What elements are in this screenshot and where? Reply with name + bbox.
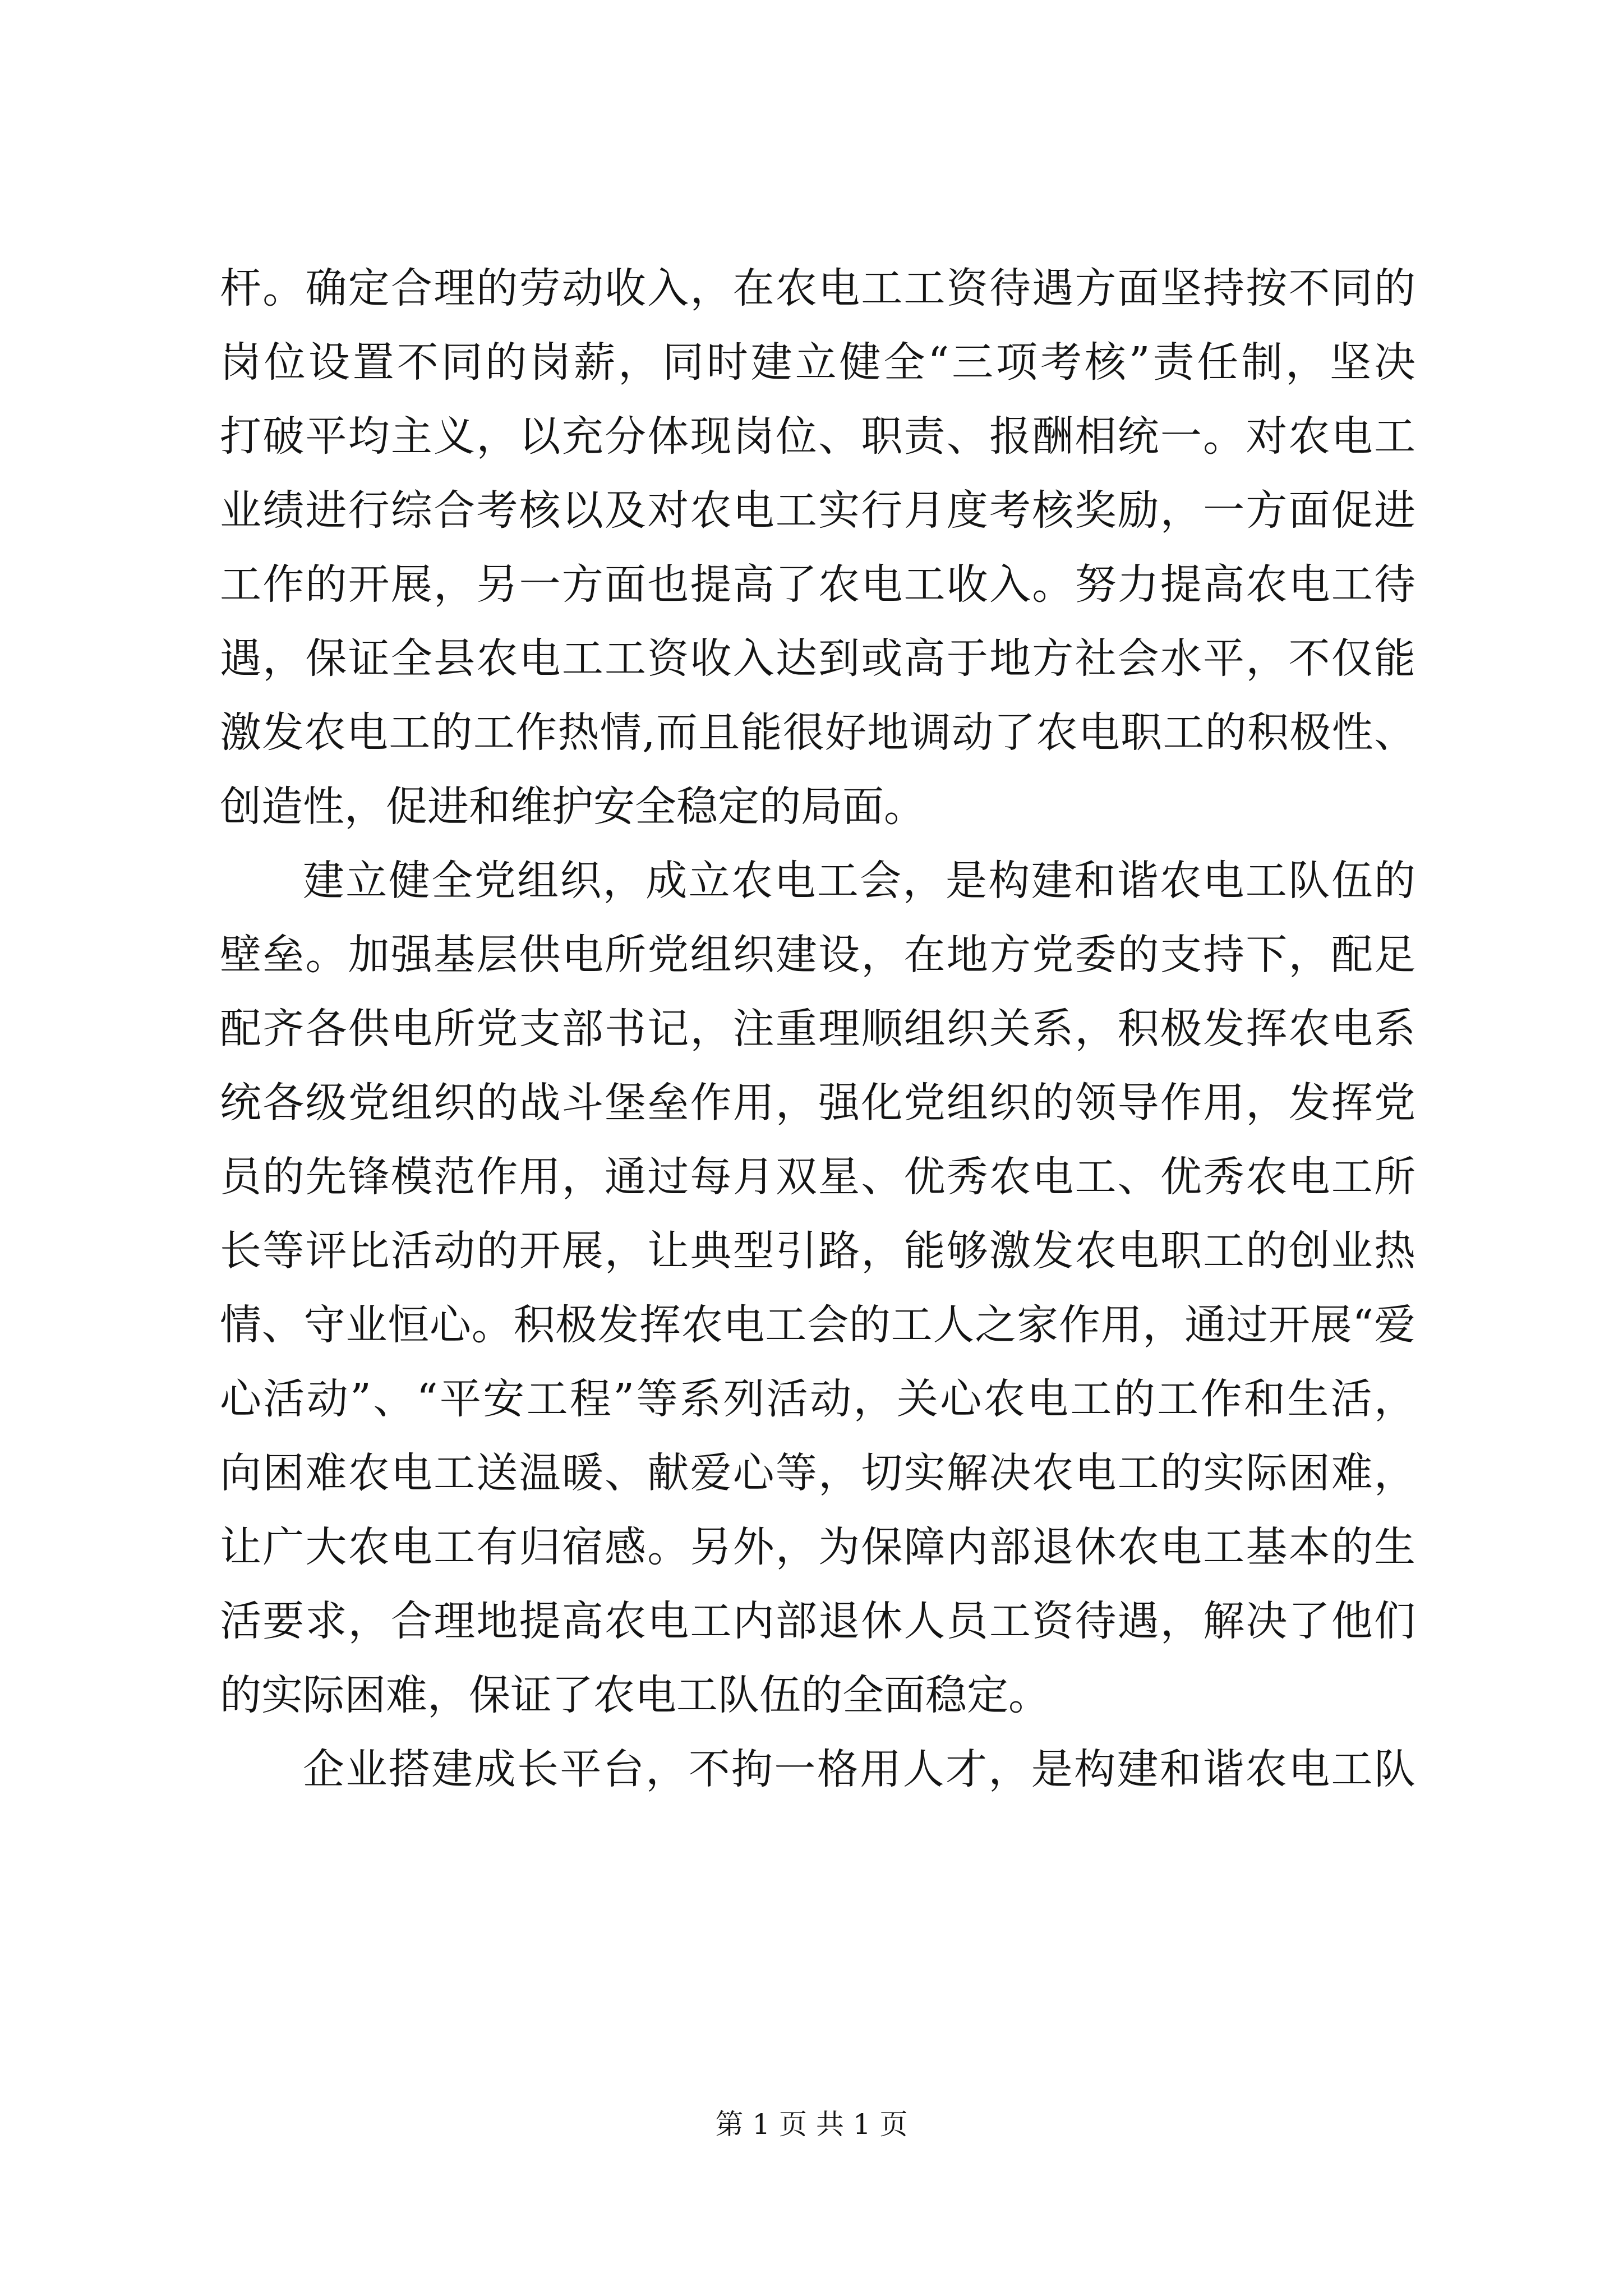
text-line: 业绩进行综合考核以及对农电工实行月度考核奖励，一方面促进 [220, 486, 1415, 535]
paragraph-3 [220, 1732, 1415, 1806]
text-line: 向困难农电工送温暖、献爱心等，切实解决农电工的实际困难， [220, 1449, 1415, 1497]
document-body [220, 251, 1415, 1806]
text-line: 统各级党组织的战斗堡垒作用，强化党组织的领导作用，发挥党 [220, 1079, 1415, 1127]
text-line: 创造性，促进和维护安全稳定的局面。 [220, 783, 925, 831]
text-line: 企业搭建成长平台，不拘一格用人才，是构建和谐农电工队 [303, 1745, 1415, 1793]
text-line: 遇，保证全县农电工工资收入达到或高于地方社会水平，不仅能 [220, 634, 1415, 683]
text-line: 岗位设置不同的岗薪，同时建立健全“三项考核”责任制，坚决 [220, 338, 1415, 386]
text-line: 工作的开展，另一方面也提高了农电工收入。努力提高农电工待 [220, 560, 1415, 609]
page-number-footer: 第 1 页 共 1 页 [715, 2108, 908, 2141]
text-line: 壁垒。加强基层供电所党组织建设，在地方党委的支持下，配足 [220, 931, 1415, 979]
text-line: 建立健全党组织，成立农电工会，是构建和谐农电工队伍的 [303, 857, 1415, 905]
text-line: 杆。确定合理的劳动收入，在农电工工资待遇方面坚持按不同的 [220, 264, 1415, 312]
text-line: 心活动”、“平安工程”等系列活动，关心农电工的工作和生活， [220, 1375, 1415, 1423]
text-line: 配齐各供电所党支部书记，注重理顺组织关系，积极发挥农电系 [220, 1005, 1415, 1053]
text-line: 活要求，合理地提高农电工内部退休人员工资待遇，解决了他们 [220, 1597, 1415, 1645]
text-line: 的实际困难，保证了农电工队伍的全面稳定。 [220, 1671, 1050, 1719]
text-line: 激发农电工的工作热情,而且能很好地调动了农电职工的积极性、 [220, 708, 1415, 757]
text-line: 让广大农电工有归宿感。另外，为保障内部退休农电工基本的生 [220, 1523, 1415, 1571]
paragraph-1 [220, 251, 1415, 844]
text-line: 长等评比活动的开展，让典型引路，能够激发农电职工的创业热 [220, 1227, 1415, 1275]
text-line: 打破平均主义，以充分体现岗位、职责、报酬相统一。对农电工 [220, 412, 1415, 461]
paragraph-2 [220, 844, 1415, 1732]
text-line: 情、守业恒心。积极发挥农电工会的工人之家作用，通过开展“爱 [220, 1301, 1415, 1349]
text-line: 员的先锋模范作用，通过每月双星、优秀农电工、优秀农电工所 [220, 1153, 1415, 1201]
